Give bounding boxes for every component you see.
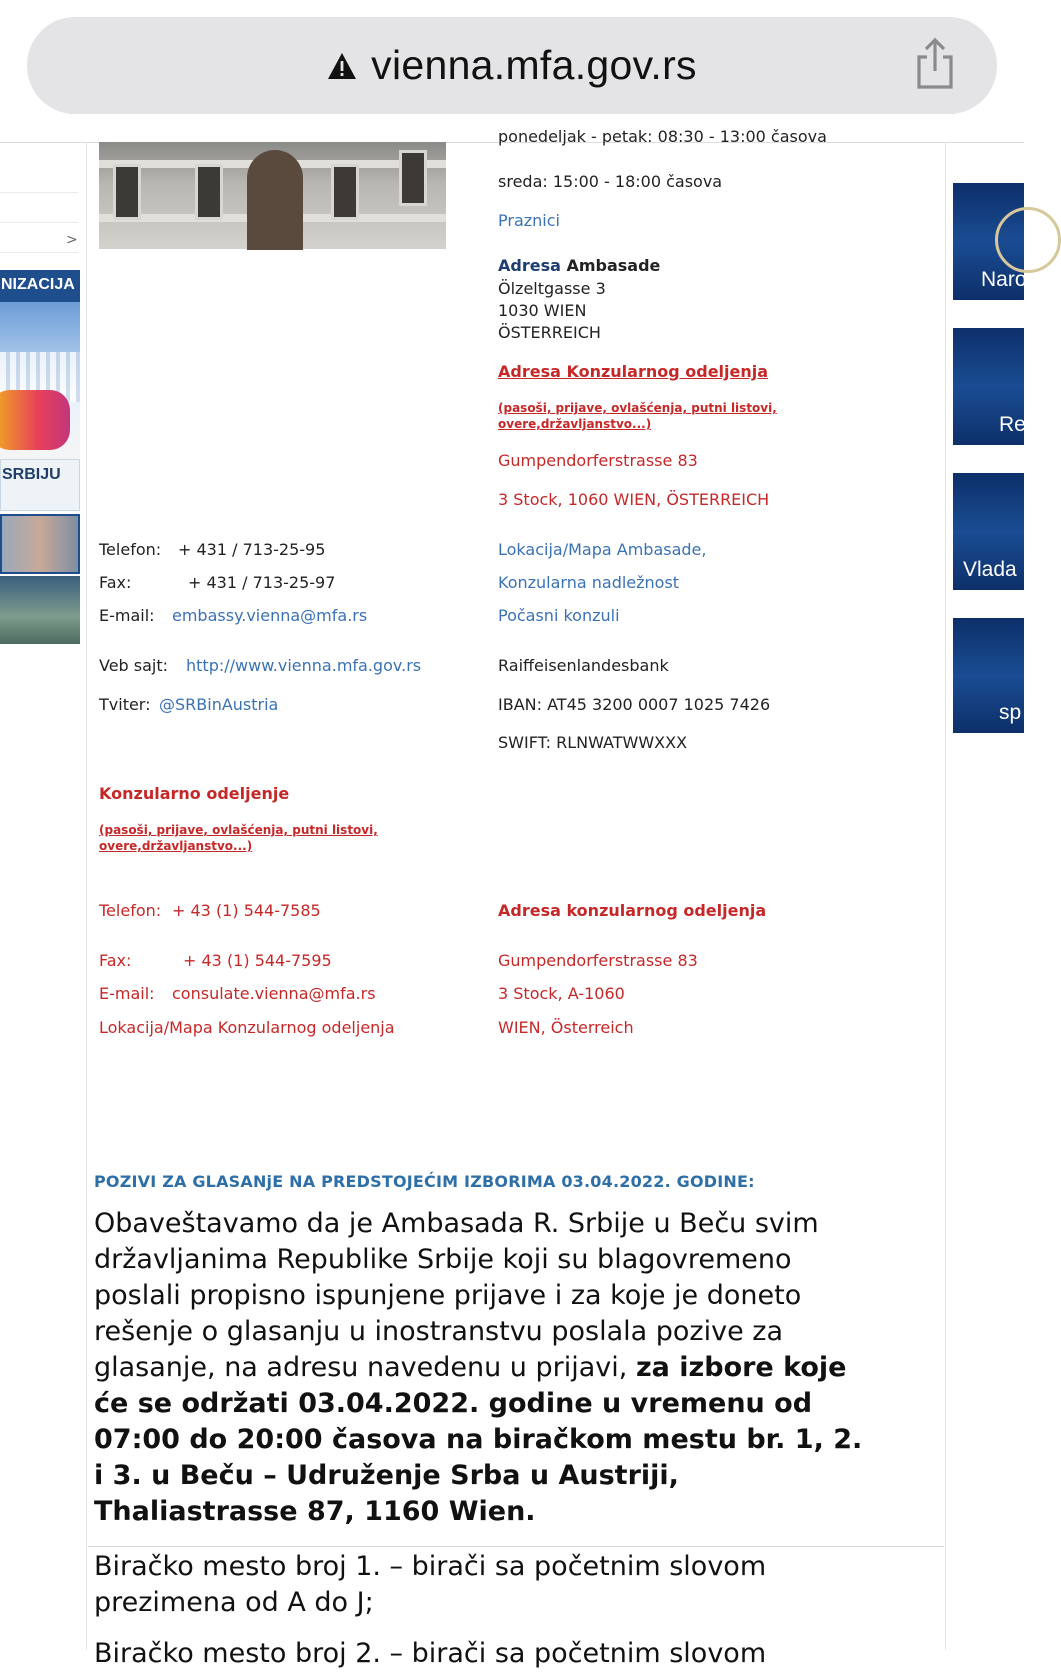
consular-city: 3 Stock, 1060 WIEN, ÖSTERREICH — [498, 490, 770, 509]
facade-door — [247, 150, 303, 250]
banner-emblem-graphic — [995, 207, 1061, 273]
twitter-link[interactable]: @SRBinAustria — [159, 695, 279, 714]
consular-address-link[interactable]: Adresa Konzularnog odeljenja — [498, 362, 769, 381]
polling-station-line-cut: Biračko mesto broj 2. – birači sa početnim slovom — [94, 1638, 767, 1669]
election-announcement-title: POZIVI ZA GLASANjE NA PREDSTOJEĆIM IZBORIMA 03.04.2022. GODINE: — [94, 1172, 755, 1191]
embassy-building-photo — [99, 142, 446, 249]
right-banner-label: sp — [999, 701, 1022, 724]
sidebar-banner-image[interactable] — [0, 302, 80, 460]
right-banner[interactable] — [953, 473, 1024, 590]
consular-address-line: Gumpendorferstrasse 83 — [498, 951, 698, 970]
left-sidebar — [0, 142, 84, 1650]
sidebar-banner-label[interactable]: SRBIJU — [0, 459, 80, 511]
embassy-fax: + 431 / 713-25-97 — [188, 573, 336, 592]
consular-fax-label: Fax: — [99, 951, 132, 970]
phone-label: Telefon: — [99, 540, 162, 559]
sidebar-photo[interactable] — [0, 514, 80, 574]
sidebar-row[interactable] — [0, 192, 78, 223]
sidebar-banner-label[interactable]: NIZACIJA — [0, 270, 80, 304]
right-banner-label: Vlada — [963, 558, 1017, 581]
url-display[interactable] — [27, 17, 997, 114]
right-banner[interactable] — [953, 183, 1027, 300]
facade-window — [331, 164, 359, 220]
chevron-right-icon[interactable]: > — [66, 232, 78, 248]
embassy-map-link[interactable]: Lokacija/Mapa Ambasade, — [498, 540, 707, 559]
bank-swift: SWIFT: RLNWATWWXXX — [498, 733, 688, 752]
website-label: Veb sajt: — [99, 656, 169, 675]
honorary-consuls-link[interactable]: Počasni konzuli — [498, 606, 620, 625]
announcement-bold-line: će se održati 03.04.2022. godine u vremenu od — [94, 1388, 813, 1419]
consular-department-title: Konzularno odeljenje — [99, 784, 290, 803]
fax-label: Fax: — [99, 573, 132, 592]
facade-window — [195, 164, 223, 220]
working-hours-wednesday: sreda: 15:00 - 18:00 časova — [498, 172, 723, 191]
email-label: E-mail: — [99, 606, 155, 625]
consular-phone-label: Telefon: — [99, 901, 162, 920]
embassy-email-link[interactable]: embassy.vienna@mfa.rs — [172, 606, 368, 625]
address-heading-bold: Adresa — [498, 256, 561, 275]
announcement-line — [94, 1350, 847, 1386]
facade-window — [113, 164, 141, 220]
announcement-bold-line: Thaliastrasse 87, 1160 Wien. — [94, 1496, 536, 1527]
right-banner-label: Naro — [981, 268, 1027, 291]
polling-station-line: prezimena od A do J; — [94, 1587, 374, 1618]
embassy-address-line: Ölzeltgasse 3 — [498, 279, 606, 298]
polling-station-line: Biračko mesto broj 1. – birači sa početnim slovom — [94, 1551, 767, 1582]
consular-address-line: 3 Stock, A-1060 — [498, 984, 625, 1003]
announcement-line: poslali propisno ispunjene prijave i za koje je doneto — [94, 1280, 802, 1311]
address-bar[interactable] — [27, 17, 997, 114]
right-banner[interactable] — [953, 618, 1024, 733]
consular-address-heading: Adresa konzularnog odeljenja — [498, 901, 767, 920]
bank-iban: IBAN: AT45 3200 0007 1025 7426 — [498, 695, 771, 714]
consular-map-link[interactable]: Lokacija/Mapa Konzularnog odeljenja — [99, 1018, 395, 1037]
consular-phone: + 43 (1) 544-7585 — [172, 901, 321, 920]
twitter-label: Tviter: — [99, 695, 151, 714]
consular-street: Gumpendorferstrasse 83 — [498, 451, 698, 470]
embassy-address-line: 1030 WIEN — [498, 301, 587, 320]
embassy-address-heading — [498, 256, 660, 275]
announcement-line: državljanima Republike Srbije koji su blagovremeno — [94, 1244, 792, 1275]
right-banner[interactable] — [953, 328, 1024, 445]
facade-window — [399, 150, 427, 206]
holidays-link[interactable]: Praznici — [498, 211, 560, 230]
working-hours-partial: ponedeljak - petak: 08:30 - 13:00 časova — [498, 127, 827, 146]
consular-fax: + 43 (1) 544-7595 — [183, 951, 332, 970]
consular-jurisdiction-link[interactable]: Konzularna nadležnost — [498, 573, 680, 592]
announcement-emphasis: za izbore koje — [635, 1352, 847, 1383]
paragraph-divider — [88, 1546, 944, 1547]
consular-email[interactable]: consulate.vienna@mfa.rs — [172, 984, 376, 1003]
address-heading-rest: Ambasade — [560, 256, 661, 275]
consular-services-note[interactable]: (pasoši, prijave, ovlašćenja, putni listovi, overe,državljanstvo...) — [498, 401, 777, 431]
url-text: vienna.mfa.gov.rs — [371, 42, 697, 88]
embassy-website-link[interactable]: http://www.vienna.mfa.gov.rs — [186, 656, 422, 675]
announcement-text: glasanje, na adresu navedenu u prijavi, — [94, 1352, 636, 1383]
consular-address-line: WIEN, Österreich — [498, 1018, 634, 1037]
sidebar-row[interactable] — [0, 162, 78, 193]
embassy-phone: + 431 / 713-25-95 — [178, 540, 326, 559]
sidebar-photo[interactable] — [0, 576, 80, 644]
browser-chrome — [0, 0, 1024, 143]
announcement-line: Obaveštavamo da je Ambasada R. Srbije u Beču svim — [94, 1208, 819, 1239]
consular-department-note[interactable]: (pasoši, prijave, ovlašćenja, putni listovi, overe,državljanstvo...) — [99, 823, 378, 853]
share-icon[interactable] — [913, 37, 957, 91]
embassy-address-line: ÖSTERREICH — [498, 323, 601, 342]
announcement-bold-line: 07:00 do 20:00 časova na biračkom mestu br. 1, 2. — [94, 1424, 863, 1455]
warning-triangle-icon — [327, 52, 357, 80]
announcement-bold-line: i 3. u Beču – Udruženje Srba u Austriji, — [94, 1460, 679, 1491]
consular-email-label: E-mail: — [99, 984, 155, 1003]
bank-name: Raiffeisenlandesbank — [498, 656, 669, 675]
banner-logo-graphic — [0, 390, 70, 450]
right-banner-label: Re — [999, 413, 1026, 436]
announcement-line: rešenje o glasanju u inostranstvu poslala pozive za — [94, 1316, 784, 1347]
